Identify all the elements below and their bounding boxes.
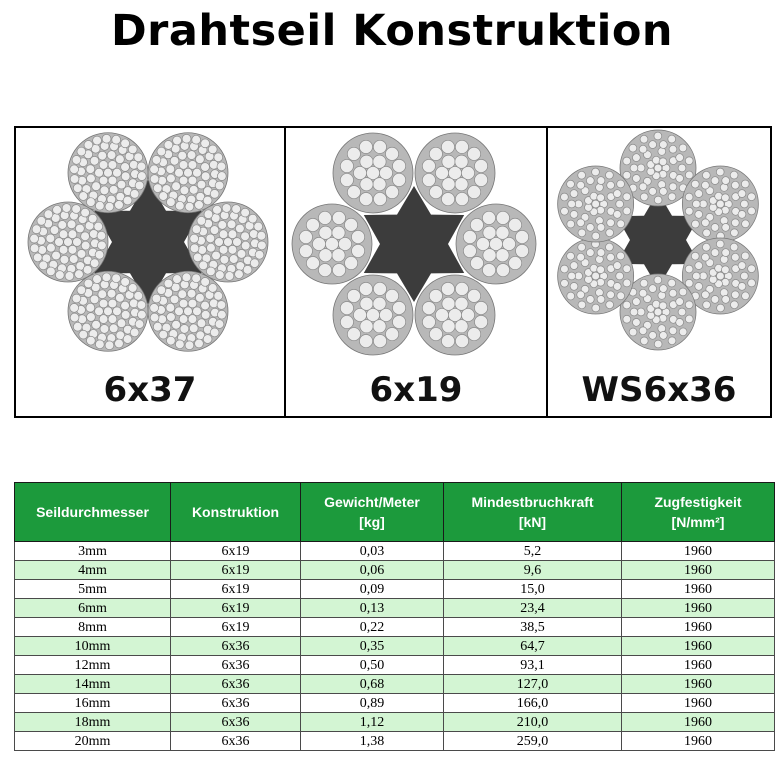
cell-zugfestigkeit: 1960	[622, 618, 775, 637]
cell-gewicht: 0,22	[301, 618, 444, 637]
specification-table	[14, 482, 775, 751]
cell-mindestbruchkraft: 64,7	[444, 637, 622, 656]
cell-zugfestigkeit: 1960	[622, 599, 775, 618]
cell-konstruktion: 6x36	[171, 732, 301, 751]
cell-seildurchmesser: 4mm	[15, 561, 171, 580]
table-row	[15, 656, 775, 675]
cell-mindestbruchkraft: 5,2	[444, 542, 622, 561]
table-row	[15, 675, 775, 694]
cell-zugfestigkeit: 1960	[622, 675, 775, 694]
cell-seildurchmesser: 18mm	[15, 713, 171, 732]
cell-seildurchmesser: 3mm	[15, 542, 171, 561]
cell-gewicht: 1,12	[301, 713, 444, 732]
panel-label-6x37: 6x37	[103, 370, 197, 410]
table-row	[15, 618, 775, 637]
cell-zugfestigkeit: 1960	[622, 561, 775, 580]
cell-gewicht: 0,03	[301, 542, 444, 561]
cell-gewicht: 0,06	[301, 561, 444, 580]
cell-mindestbruchkraft: 259,0	[444, 732, 622, 751]
cell-seildurchmesser: 6mm	[15, 599, 171, 618]
cell-konstruktion: 6x19	[171, 580, 301, 599]
cell-gewicht: 0,50	[301, 656, 444, 675]
cell-zugfestigkeit: 1960	[622, 656, 775, 675]
rope-cross-section-6x37	[16, 128, 282, 358]
rope-cross-section-ws6x36	[548, 128, 770, 368]
cell-gewicht: 0,68	[301, 675, 444, 694]
header-gewicht-meter: Gewicht/Meter [kg]	[301, 483, 444, 542]
cell-mindestbruchkraft: 9,6	[444, 561, 622, 580]
cell-seildurchmesser: 14mm	[15, 675, 171, 694]
cell-seildurchmesser: 5mm	[15, 580, 171, 599]
cell-konstruktion: 6x19	[171, 599, 301, 618]
panel-6x37	[16, 128, 284, 416]
header-mindestbruchkraft: Mindestbruchkraft [kN]	[444, 483, 622, 542]
cell-gewicht: 0,35	[301, 637, 444, 656]
table-header-row	[15, 483, 775, 542]
cell-zugfestigkeit: 1960	[622, 542, 775, 561]
cell-zugfestigkeit: 1960	[622, 713, 775, 732]
cell-konstruktion: 6x19	[171, 618, 301, 637]
cell-seildurchmesser: 16mm	[15, 694, 171, 713]
cell-mindestbruchkraft: 127,0	[444, 675, 622, 694]
cell-konstruktion: 6x36	[171, 675, 301, 694]
header-konstruktion: Konstruktion	[171, 483, 301, 542]
cell-mindestbruchkraft: 23,4	[444, 599, 622, 618]
cell-zugfestigkeit: 1960	[622, 637, 775, 656]
panel-ws6x36	[546, 128, 770, 416]
rope-construction-panels	[14, 126, 772, 418]
rope-cross-section-6x19	[286, 128, 544, 358]
header-seildurchmesser: Seildurchmesser	[15, 483, 171, 542]
cell-konstruktion: 6x36	[171, 656, 301, 675]
cell-mindestbruchkraft: 93,1	[444, 656, 622, 675]
table-row	[15, 732, 775, 751]
cell-mindestbruchkraft: 166,0	[444, 694, 622, 713]
table-row	[15, 637, 775, 656]
cell-gewicht: 0,89	[301, 694, 444, 713]
cell-mindestbruchkraft: 38,5	[444, 618, 622, 637]
cell-gewicht: 0,13	[301, 599, 444, 618]
cell-seildurchmesser: 12mm	[15, 656, 171, 675]
cell-konstruktion: 6x36	[171, 694, 301, 713]
cell-seildurchmesser: 10mm	[15, 637, 171, 656]
cell-mindestbruchkraft: 15,0	[444, 580, 622, 599]
table-row	[15, 599, 775, 618]
page-title: Drahtseil Konstruktion	[110, 6, 674, 56]
panel-6x19	[284, 128, 546, 416]
table-row	[15, 580, 775, 599]
cell-zugfestigkeit: 1960	[622, 580, 775, 599]
cell-gewicht: 0,09	[301, 580, 444, 599]
table-row	[15, 542, 775, 561]
panel-label-ws6x36: WS6x36	[581, 370, 737, 410]
cell-konstruktion: 6x19	[171, 542, 301, 561]
cell-konstruktion: 6x36	[171, 637, 301, 656]
panel-label-6x19: 6x19	[369, 370, 463, 410]
table-row	[15, 694, 775, 713]
table-row	[15, 561, 775, 580]
cell-seildurchmesser: 8mm	[15, 618, 171, 637]
cell-konstruktion: 6x36	[171, 713, 301, 732]
cell-seildurchmesser: 20mm	[15, 732, 171, 751]
cell-zugfestigkeit: 1960	[622, 732, 775, 751]
cell-mindestbruchkraft: 210,0	[444, 713, 622, 732]
cell-konstruktion: 6x19	[171, 561, 301, 580]
cell-gewicht: 1,38	[301, 732, 444, 751]
table-row	[15, 713, 775, 732]
cell-zugfestigkeit: 1960	[622, 694, 775, 713]
header-zugfestigkeit: Zugfestigkeit [N/mm²]	[622, 483, 775, 542]
